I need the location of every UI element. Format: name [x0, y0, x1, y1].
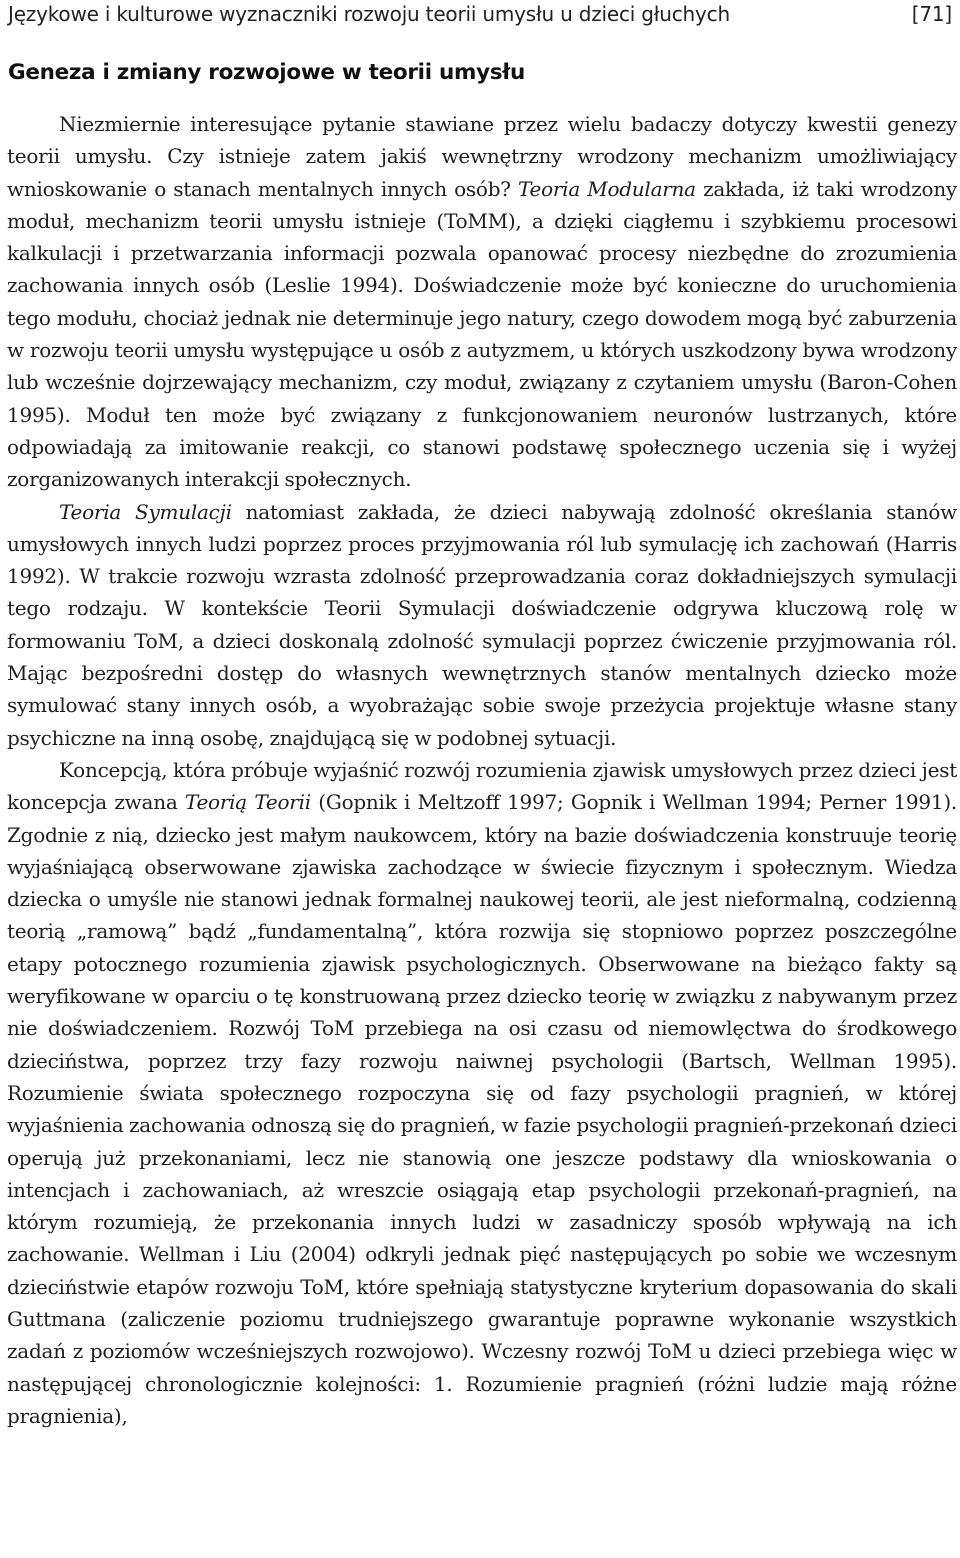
page-number: [71] [911, 2, 952, 26]
term-modular-theory: Teoria Modularna [517, 176, 696, 201]
paragraph-text: zakłada, iż taki wrodzony moduł, mechanizm teorii umysłu istnieje (ToMM), a dzięki ciągłemu i szybkiemu procesowi kalkulacji i przetwarzania informacji pozwala opanować procesy niezbędne do zrozumienia zachowania innych osób (Leslie 1994). Doświadczenie może być konieczne do uruchomienia tego modułu, chociaż jednak nie determinuje jego natury, czego dowodem mogą być zaburzenia w rozwoju teorii umysłu występujące u osób z autyzmem, u których uszkodzony bywa wrodzony lub wcześnie dojrzewający mechanizm, czy moduł, związany z czytaniem umysłu (Baron-Cohen 1995). Moduł ten może być związany z funkcjonowaniem neuronów lustrzanych, które odpowiadają za imitowanie reakcji, co stanowi podstawę społecznego uczenia się i wyżej zorganizowanych interakcji społecznych. [7, 176, 957, 492]
body-text [7, 108, 957, 1432]
term-theory-theory: Teorią Teorii [184, 790, 311, 815]
paragraph-genesis [7, 108, 957, 496]
running-header [8, 2, 952, 32]
paragraph-simulation-theory [7, 496, 957, 754]
paragraph-text: (Gopnik i Meltzoff 1997; Gopnik i Wellman 1994; Perner 1991). Zgodnie z nią, dziecko jest małym naukowcem, który na bazie doświadczenia konstruuje teorię wyjaśniającą obserwowane zjawiska zachodzące w świecie fizycznym i społecznym. Wiedza dziecka o umyśle nie stanowi jednak formalnej naukowej teorii, ale jest nieformalną, codzienną teorią „ramową” bądź „fundamentalną”, która rozwija się stopniowo poprzez poszczególne etapy potocznego rozumienia zjawisk psychologicznych. Obserwowane na bieżąco fakty są weryfikowane w oparciu o tę konstruowaną przez dziecko teorię w związku z nabywanym przez nie doświadczeniem. Rozwój ToM przebiega na osi czasu od niemowlęctwa do środkowego dzieciństwa, poprzez trzy fazy rozwoju naiwnej psychologii (Bartsch, Wellman 1995). Rozumienie świata społecznego rozpoczyna się od fazy psychologii pragnień, w której wyjaśnienia zachowania odnoszą się do pragnień, w fazie psychologii pragnień-przekonań dzieci operują już przekonaniami, lecz nie stanowią one jeszcze podstawy dla wnioskowania o intencjach i zachowaniach, aż wreszcie osiągają etap psychologii przekonań-pragnień, na którym rozumieją, że przekonania innych ludzi w zasadniczy sposób wpływają na ich zachowanie. Wellman i Liu (2004) odkryli jednak pięć następujących po sobie we wczesnym dzieciństwie etapów rozwoju ToM, które spełniają statystyczne kryterium dopasowania do skali Guttmana (zaliczenie poziomu trudniejszego gwarantuje poprawne wykonanie wszystkich zadań z poziomów wcześniejszych rozwojowo). Wczesny rozwój ToM u dzieci przebiega więc w następującej chronologicznie kolejności: 1. Rozumienie pragnień (różni ludzie mają różne pragnienia), [7, 790, 958, 1428]
paragraph-theory-theory [7, 754, 957, 1432]
term-simulation-theory: Teoria Symulacji [59, 499, 232, 524]
paragraph-text: natomiast zakłada, że dzieci nabywają zdolność określania stanów umysłowych innych ludzi poprzez proces przyjmowania ról lub symulację ich zachowań (Harris 1992). W trakcie rozwoju wzrasta zdolność przeprowadzania coraz dokładniejszych symulacji tego rodzaju. W kontekście Teorii Symulacji doświadczenie odgrywa kluczową rolę w formowaniu ToM, a dzieci doskonalą zdolność symulacji poprzez ćwiczenie przyjmowania ról. Mając bezpośredni dostęp do własnych wewnętrznych stanów mentalnych dziecko może symulować stany innych osób, a wyobrażając sobie swoje przeżycia projektuje własne stany psychiczne na inną osobę, znajdującą się w podobnej sytuacji. [7, 499, 957, 750]
paragraph-text: Koncepcją, która próbuje wyjaśnić rozwój rozumienia zjawisk umysłowych przez dzieci jest koncepcja zwana [7, 757, 957, 815]
paragraph-text: Niezmiernie interesujące pytanie stawiane przez wielu badaczy dotyczy kwestii genezy teorii umysłu. Czy istnieje zatem jakiś wewnętrzny wrodzony mechanizm umożliwiający wnioskowanie o stanach mentalnych innych osób? [7, 112, 957, 201]
section-heading: Geneza i zmiany rozwojowe w teorii umysłu [8, 60, 525, 85]
running-title: Językowe i kulturowe wyznaczniki rozwoju teorii umysłu u dzieci głuchych [8, 2, 730, 26]
